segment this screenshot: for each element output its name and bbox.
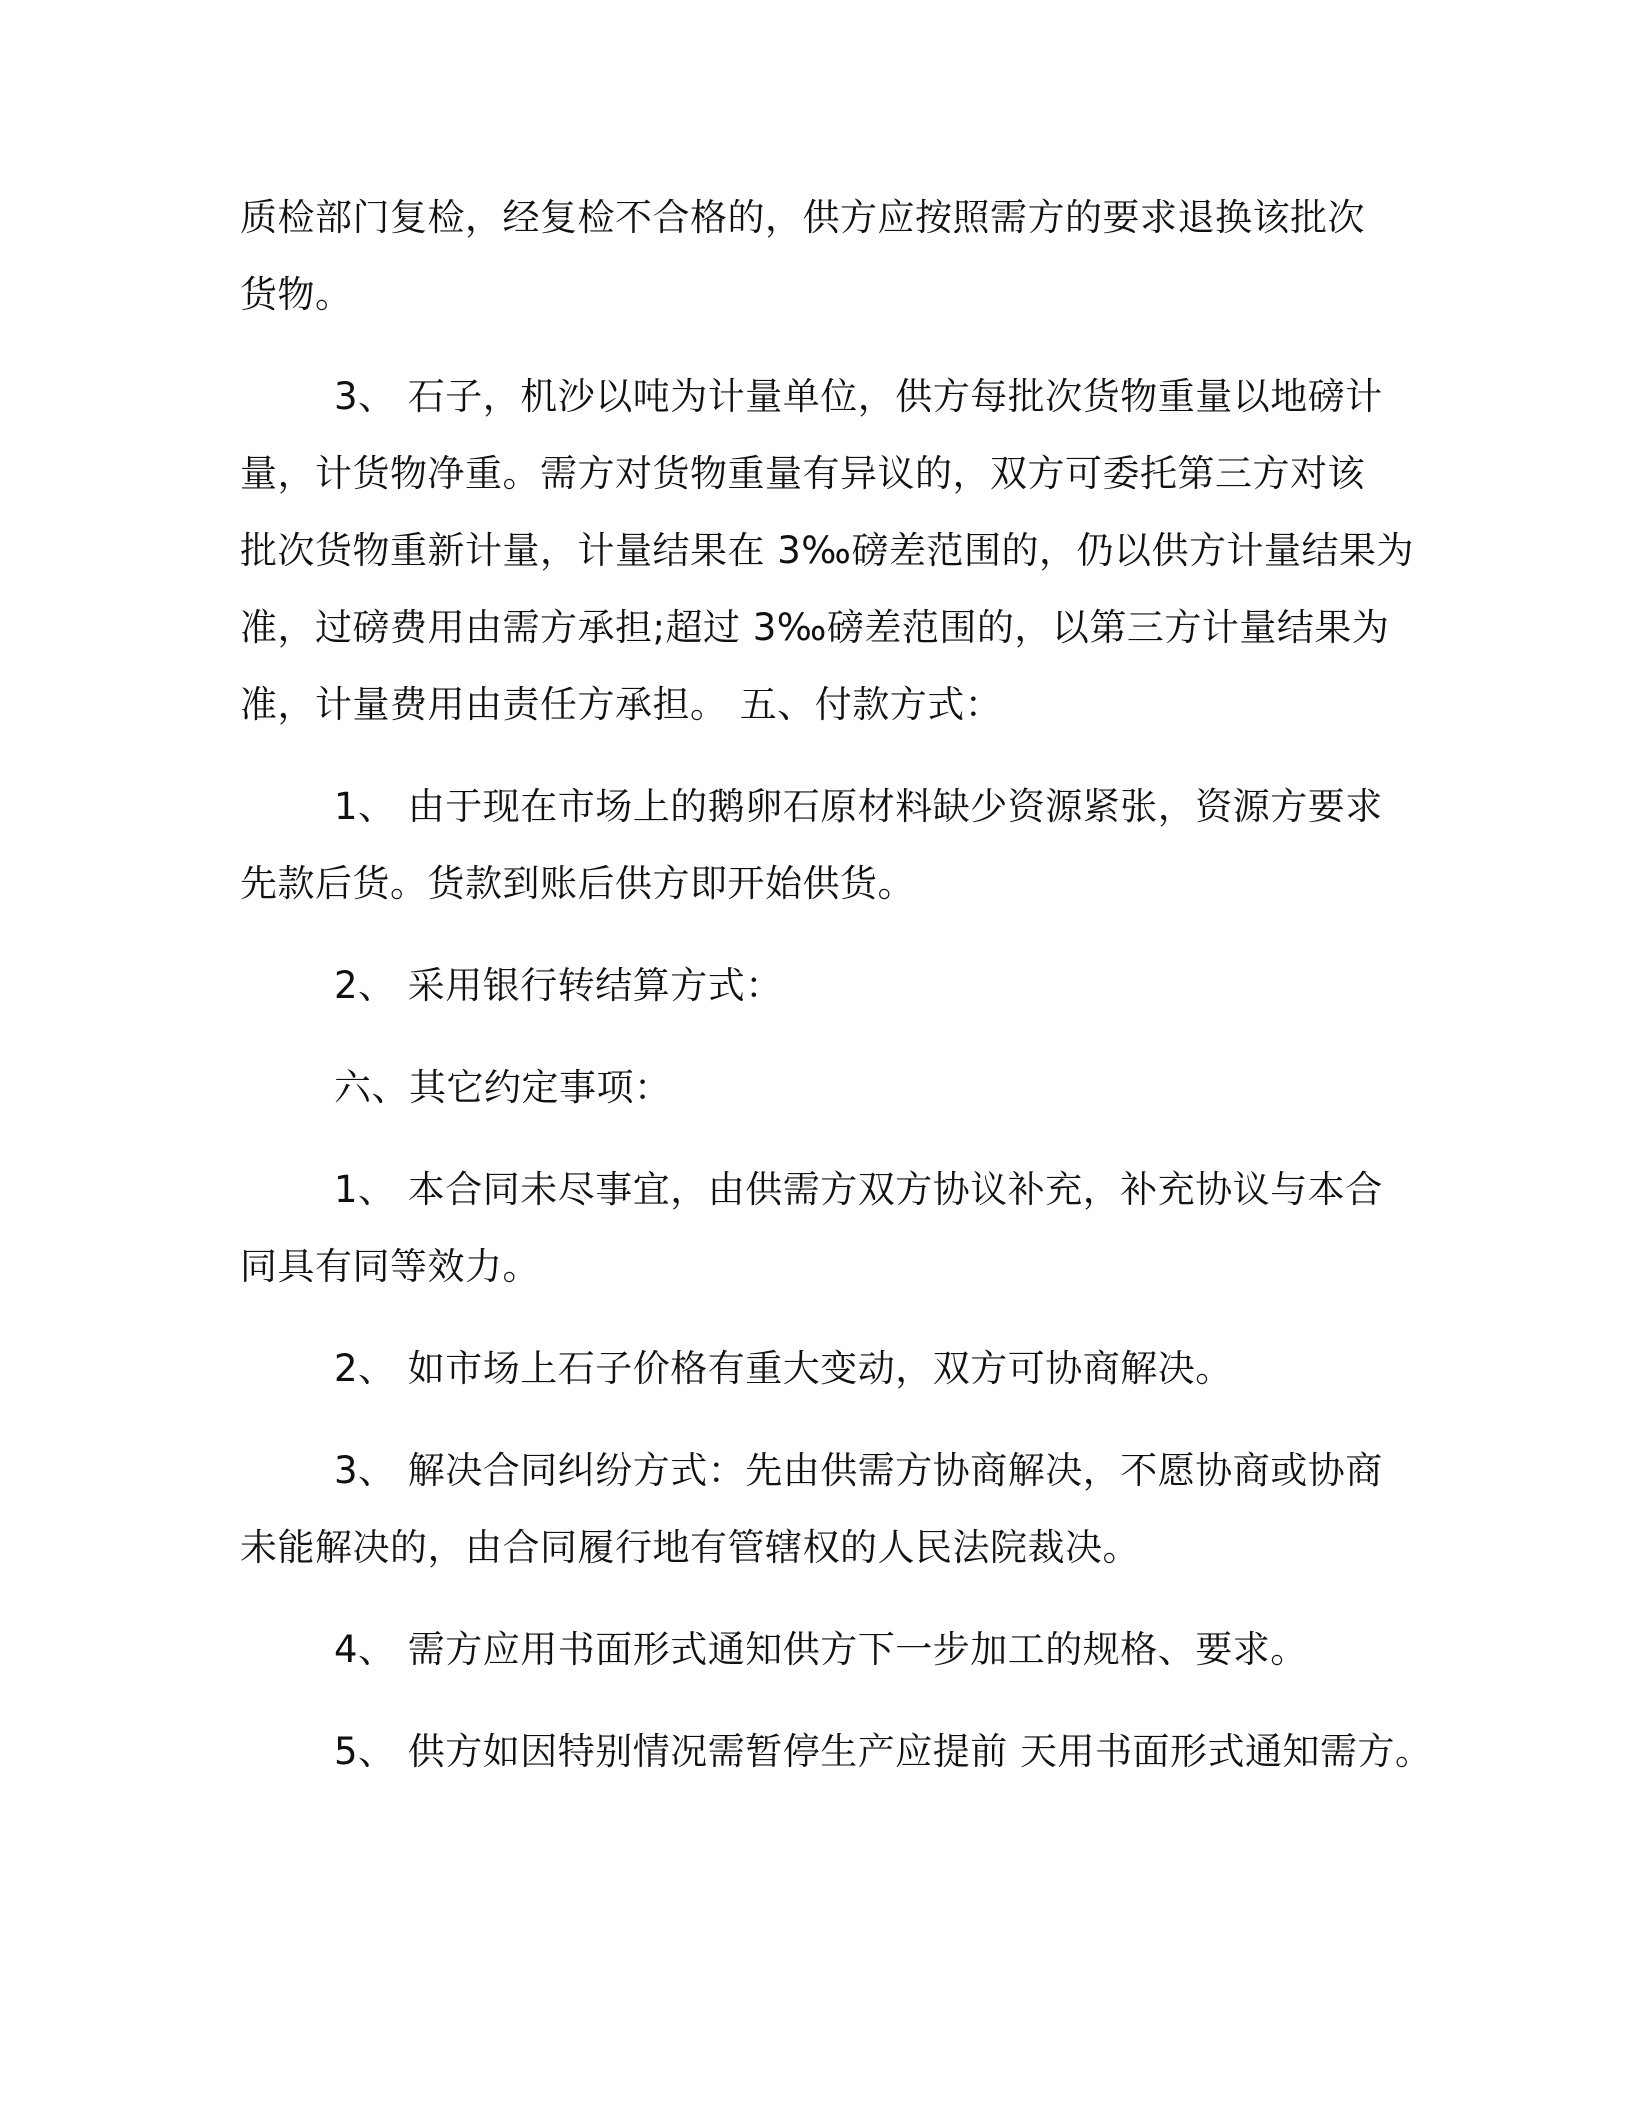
text-line: 4、 需方应用书面形式通知供方下一步加工的规格、要求。 [334, 1628, 1308, 1671]
text-line: 批次货物重新计量，计量结果在 3‰磅差范围的，仍以供方计量结果为 [240, 529, 1414, 572]
text-line: 5、 供方如因特别情况需暂停生产应提前 天用书面形式通知需方。 [334, 1730, 1433, 1773]
text-line: 准，计量费用由责任方承担。 五、付款方式： [240, 683, 1003, 726]
text-line: 3、 解决合同纠纷方式：先由供需方协商解决，不愿协商或协商 [334, 1449, 1383, 1492]
text-line: 1、 本合同未尽事宜，由供需方双方协议补充，补充协议与本合 [334, 1168, 1383, 1211]
text-line: 质检部门复检，经复检不合格的，供方应按照需方的要求退换该批次 [240, 196, 1365, 239]
text-line: 2、 采用银行转结算方式： [334, 964, 783, 1007]
text-line: 货物。 [240, 273, 353, 316]
text-line: 同具有同等效力。 [240, 1245, 540, 1288]
section-heading: 六、其它约定事项： [334, 1066, 672, 1109]
text-line: 2、 如市场上石子价格有重大变动，双方可协商解决。 [334, 1347, 1233, 1390]
text-line: 先款后货。货款到账后供方即开始供货。 [240, 862, 915, 905]
text-line: 量，计货物净重。需方对货物重量有异议的，双方可委托第三方对该 [240, 452, 1365, 495]
text-line: 未能解决的，由合同履行地有管辖权的人民法院裁决。 [240, 1526, 1140, 1569]
text-line: 准，过磅费用由需方承担;超过 3‰磅差范围的，以第三方计量结果为 [240, 606, 1390, 649]
text-line: 1、 由于现在市场上的鹅卵石原材料缺少资源紧张，资源方要求 [334, 785, 1383, 828]
text-line: 3、 石子，机沙以吨为计量单位，供方每批次货物重量以地磅计 [334, 375, 1383, 418]
